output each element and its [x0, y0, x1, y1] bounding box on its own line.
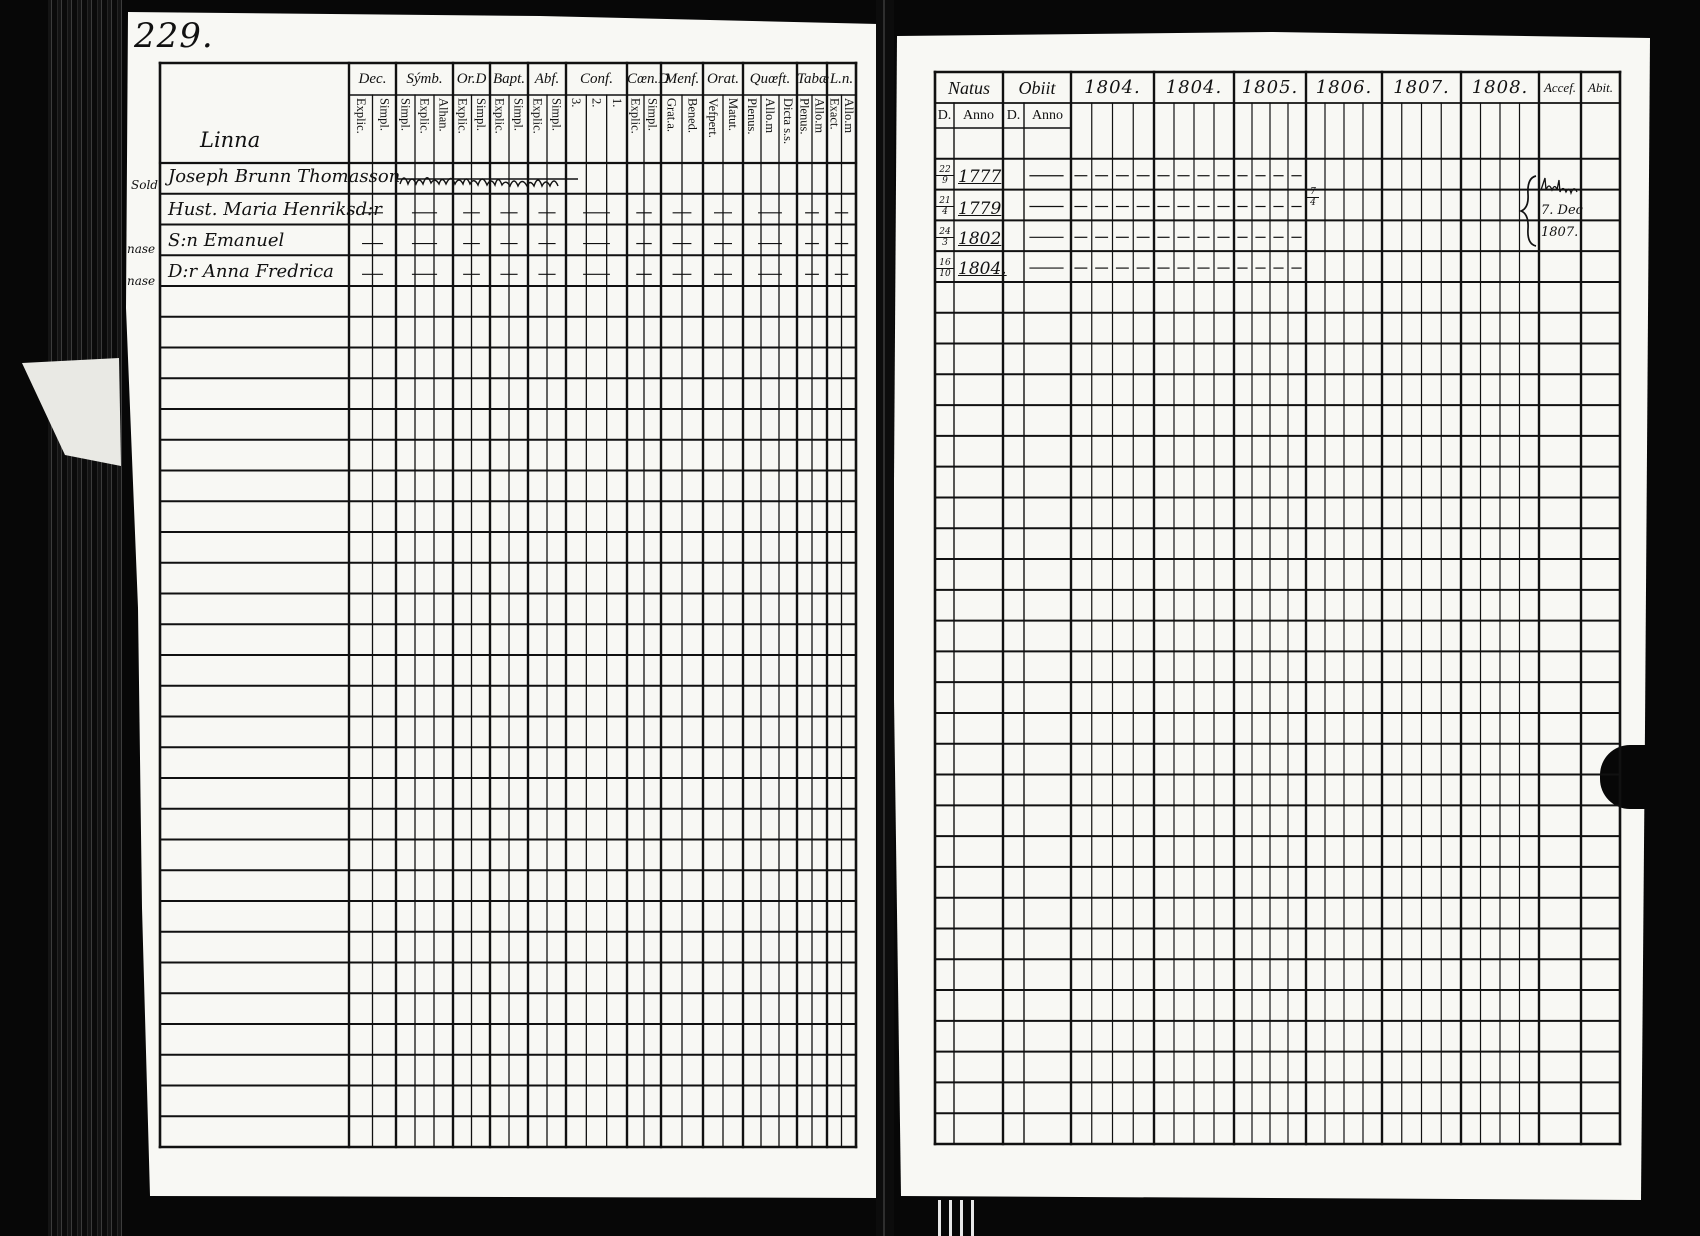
- year-header: 1804.: [1165, 77, 1223, 98]
- column-header-l-n: L.n.: [829, 71, 854, 87]
- margin-note: nase: [127, 242, 156, 256]
- column-header-tabae: Tabæ: [797, 71, 829, 87]
- accessit-date: 7. Dec: [1541, 203, 1583, 218]
- column-header-symb: Sýmb.: [406, 71, 443, 87]
- column-subheader: 1.: [609, 98, 624, 108]
- year-header: 1808.: [1471, 77, 1529, 98]
- column-subheader: Dicta s.s.: [781, 98, 795, 145]
- accessit-year: 1807.: [1541, 225, 1579, 240]
- birth-month: 9: [942, 176, 948, 186]
- column-subheader: Simpl.: [473, 98, 488, 131]
- column-subheader: Explic.: [492, 98, 507, 134]
- page-number: 229.: [134, 16, 214, 56]
- column-subheader: Allo.m: [841, 98, 856, 134]
- note-digit: 4: [1310, 198, 1316, 208]
- column-subheader: Plenus.: [797, 98, 812, 135]
- column-header-conf: Conf.: [580, 71, 613, 87]
- birth-day-month: [936, 227, 954, 248]
- column-subheader: Plenus.: [745, 98, 759, 135]
- birth-day: 21: [936, 196, 954, 207]
- column-header-quaest: Quœft.: [749, 71, 791, 87]
- year-header: 1807.: [1393, 77, 1450, 98]
- birth-month: 10: [939, 269, 951, 279]
- year-header: 1804.: [1084, 77, 1141, 98]
- column-subheader: Simpl.: [398, 98, 413, 131]
- birth-day: 22: [936, 165, 954, 176]
- column-subheader: Bened.: [685, 98, 700, 134]
- column-subheader: Vefpert.: [706, 98, 720, 138]
- birth-day-month: [936, 258, 954, 279]
- column-header-abf: Abf.: [534, 71, 560, 87]
- birth-year: 1779: [958, 199, 1002, 219]
- margin-note: nase: [127, 274, 156, 288]
- column-subheader: Grat.a.: [664, 98, 679, 133]
- birth-year: 1804.: [958, 259, 1007, 279]
- birth-day: 16: [936, 258, 954, 269]
- entry-name-householder: Joseph Brunn Thomasson: [168, 166, 401, 187]
- column-subheader: Alhan.: [436, 98, 451, 132]
- place-name: Linna: [200, 128, 261, 152]
- column-subheader: Simpl.: [549, 98, 564, 131]
- column-subheader: Explic.: [455, 98, 470, 134]
- column-subheader: Simpl.: [377, 98, 392, 131]
- birth-year: 1777: [958, 167, 1002, 187]
- natus-day-header: D.: [937, 108, 952, 123]
- column-subheader: Matut.: [726, 98, 740, 131]
- column-header-dec: Dec.: [358, 71, 387, 87]
- column-subheader: Explic.: [628, 98, 643, 134]
- birth-month: 4: [942, 207, 948, 217]
- column-subheader: Explic.: [530, 98, 545, 134]
- column-header-coen-d: Cœn.D: [627, 71, 670, 87]
- year-header: 1805.: [1241, 77, 1299, 98]
- column-subheader: Simpl.: [645, 98, 660, 131]
- column-subheader: Allo.m: [812, 98, 827, 134]
- obiit-day-header: D.: [1006, 108, 1021, 123]
- column-subheader: 2.: [589, 98, 604, 108]
- birth-year: 1802: [958, 229, 1002, 249]
- column-header-or-d: Or.D: [456, 71, 487, 87]
- natus-year-header: Anno: [962, 108, 995, 123]
- entry-name-wife: Hust. Maria Henriksd:r: [168, 199, 382, 220]
- obiit-year-header: Anno: [1031, 108, 1064, 123]
- column-header-bapt: Bapt.: [492, 71, 526, 87]
- column-header-orat: Orat.: [706, 71, 740, 87]
- entry-name-daughter: D:r Anna Fredrica: [168, 261, 334, 282]
- entry-name-son: S:n Emanuel: [168, 230, 285, 251]
- column-subheader: Explic.: [417, 98, 432, 134]
- column-header-mens: Menf.: [664, 71, 700, 87]
- margin-note: Sold: [131, 178, 158, 192]
- abiit-header: Abit.: [1588, 80, 1613, 95]
- natus-header: Natus: [947, 78, 990, 98]
- column-subheader: Allo.m: [763, 98, 777, 134]
- birth-day: 24: [936, 227, 954, 238]
- obiit-header: Obiit: [1018, 78, 1056, 98]
- column-subheader: Explic.: [353, 98, 368, 134]
- year-1806-note: [1307, 187, 1319, 208]
- birth-day-month: [936, 196, 954, 217]
- birth-month: 3: [942, 238, 948, 248]
- year-header: 1806.: [1315, 77, 1373, 98]
- accessit-header: Accef.: [1543, 80, 1577, 95]
- column-subheader: Simpl.: [511, 98, 526, 131]
- column-subheader: Exact.: [827, 98, 842, 130]
- column-subheader: 3.: [569, 98, 584, 108]
- note-digit: 7: [1307, 187, 1319, 198]
- birth-day-month: [936, 165, 954, 186]
